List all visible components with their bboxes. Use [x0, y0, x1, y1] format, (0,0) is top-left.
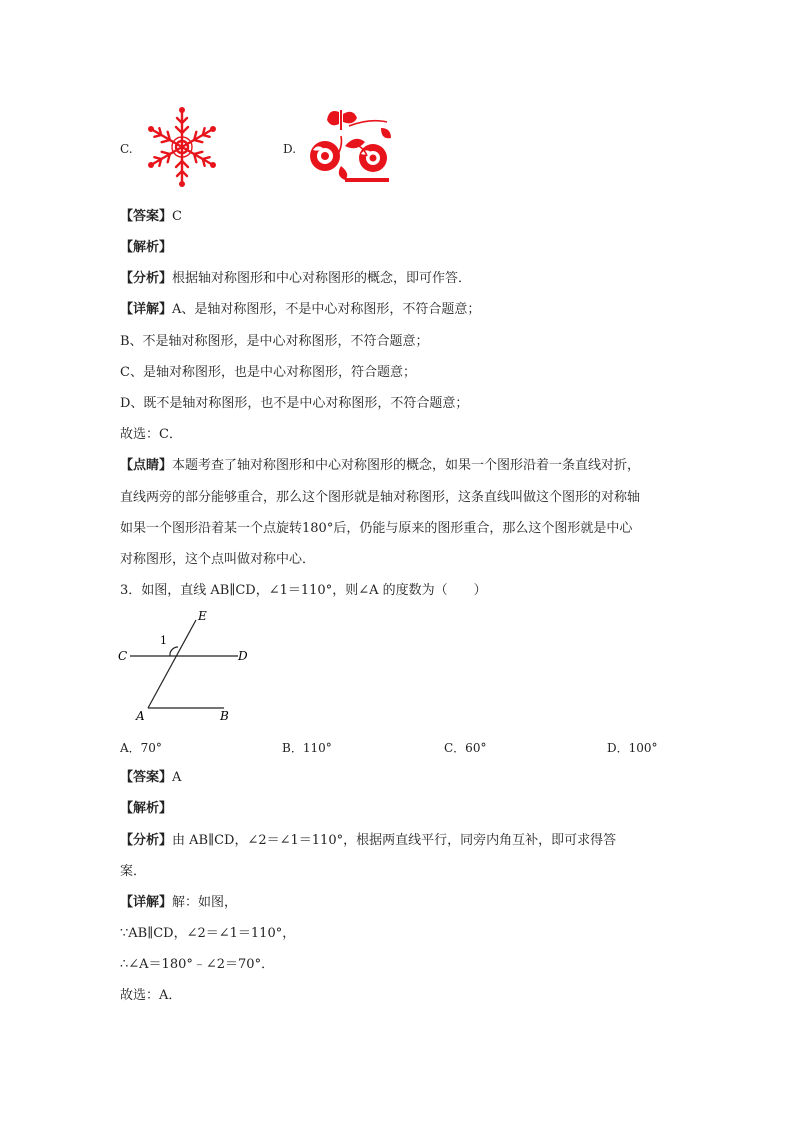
xiangjie-text: A、是轴对称图形，不是中心对称图形，不符合题意；: [172, 302, 481, 317]
q3-stem: 3．如图，直线 AB∥CD，∠1＝110°，则∠A 的度数为（ ）: [120, 583, 487, 598]
q2-jiexi-heading: 【解析】: [120, 240, 173, 255]
q3-option-c: C．60°: [444, 741, 487, 755]
answer-value: C: [172, 209, 182, 224]
q3-option-b: B．110°: [282, 741, 332, 755]
q2-dianjing-3: 如果一个图形沿着某一个点旋转180°后，仍能与原来的图形重合，那么这个图形就是中心: [120, 521, 633, 536]
q3-option-d: D．100°: [607, 741, 658, 755]
q3-jiexi-heading: 【解析】: [120, 801, 173, 816]
label-1: 1: [160, 634, 167, 647]
xiangjie-tag: 【详解】: [120, 302, 173, 317]
q2-line-b: B、不是轴对称图形，是中心对称图形，不符合题意；: [120, 334, 429, 349]
answer-tag: 【答案】: [120, 209, 173, 224]
fenxi-tag: 【分析】: [120, 833, 173, 848]
q3-guxuan: 故选：A．: [120, 988, 182, 1003]
option-c-label: C.: [120, 142, 133, 156]
dianjing-text-1: 本题考查了轴对称图形和中心对称图形的概念，如果一个图形沿着一条直线对折，: [172, 458, 641, 473]
q2-dianjing-1: [120, 456, 640, 476]
label-B: B: [220, 709, 229, 723]
q2-guxuan: 故选：C．: [120, 427, 182, 442]
q3-answer: [120, 768, 181, 788]
q2-answer: [120, 207, 182, 227]
q3-step-1: ∵AB∥CD，∠2＝∠1＝110°，: [120, 926, 296, 941]
butterfly-flower-papercut-image: [305, 106, 397, 184]
q2-line-c: C、是轴对称图形，也是中心对称图形，符合题意；: [120, 365, 416, 380]
label-A: A: [136, 709, 145, 723]
q2-dianjing-2: 直线两旁的部分能够重合，那么这个图形就是轴对称图形，这条直线叫做这个图形的对称轴: [120, 490, 641, 505]
q3-parallel-lines-figure: [112, 608, 272, 726]
q2-dianjing-4: 对称图形，这个点叫做对称中心．: [120, 552, 316, 567]
answer-value: A: [172, 770, 182, 785]
fenxi-text: 根据轴对称图形和中心对称图形的概念，即可作答．: [172, 271, 472, 286]
q2-line-d: D、既不是轴对称图形，也不是中心对称图形，不符合题意；: [120, 396, 469, 411]
q3-option-a: A．70°: [120, 741, 162, 755]
dianjing-tag: 【点睛】: [120, 458, 173, 473]
q2-fenxi: [120, 269, 471, 289]
fenxi-tag: 【分析】: [120, 271, 173, 286]
label-C: C: [118, 649, 128, 663]
fenxi-text-1: 由 AB∥CD，∠2＝∠1＝110°，根据两直线平行，同旁内角互补，即可求得答: [172, 833, 617, 848]
xiangjie-text: 解：如图，: [172, 895, 238, 910]
xiangjie-tag: 【详解】: [120, 895, 173, 910]
q2-xiangjie-a: [120, 300, 480, 320]
label-E: E: [198, 609, 207, 623]
option-d-label: D.: [283, 142, 297, 156]
q3-fenxi-1: [120, 831, 616, 851]
snowflake-papercut-image: [148, 106, 216, 188]
q3-step-2: ∴∠A＝180°﹣∠2＝70°．: [120, 957, 275, 972]
q3-xiangjie: [120, 893, 237, 913]
label-D: D: [238, 649, 248, 663]
answer-tag: 【答案】: [120, 770, 173, 785]
q3-fenxi-2: 案．: [120, 864, 147, 879]
